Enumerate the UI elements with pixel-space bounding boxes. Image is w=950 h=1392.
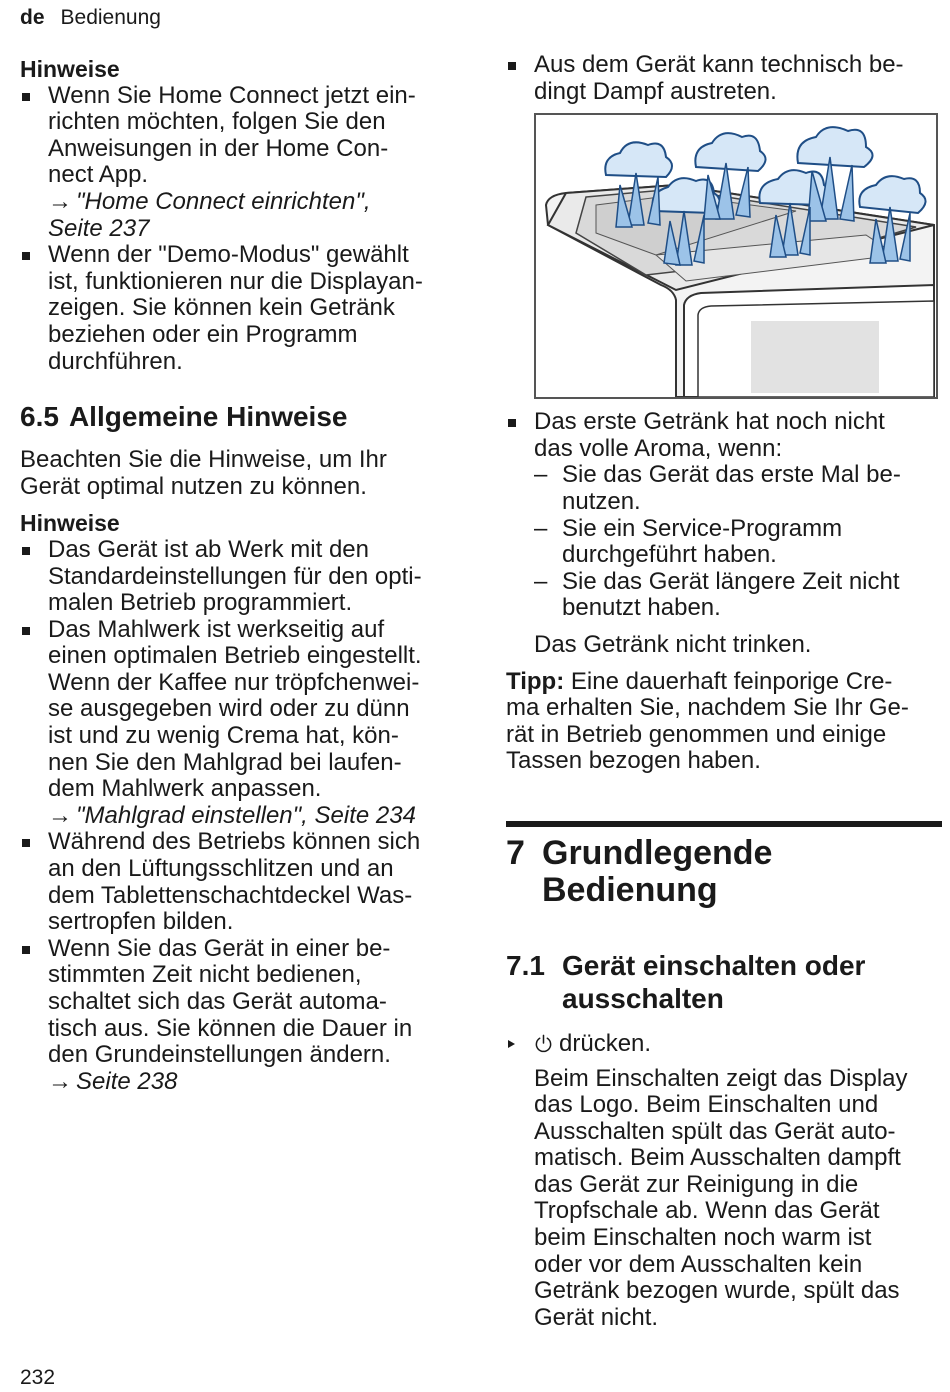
hinweise-list <box>20 537 458 1095</box>
aroma-advice: Das Getränk nicht trinken. <box>534 630 812 658</box>
list-item <box>20 83 458 243</box>
section-number: 6.5 <box>20 401 59 433</box>
cross-reference-link[interactable] <box>48 1069 458 1096</box>
aroma-conditions <box>534 462 942 622</box>
hinweise-label: Hinweise <box>20 510 120 537</box>
steam-note: Aus dem Gerät kann technisch be- dingt Dampf austreten. <box>534 51 904 105</box>
cross-reference-link[interactable] <box>48 189 458 242</box>
language-code: de <box>20 6 45 29</box>
aroma-condition: – Sie das Gerät das erste Mal be- nutzen. <box>534 462 942 515</box>
list-item <box>20 829 458 935</box>
cross-reference-text: Seite 238 <box>76 1067 178 1095</box>
list-item <box>20 936 458 1096</box>
hinweise-label: Hinweise <box>20 56 120 82</box>
tip-text: Eine dauerhaft feinporige Cre- ma erhalten Sie, nachdem Sie Ihr Ge- rät in Betrieb genommen und einige Tassen bezogen haben. <box>506 667 909 775</box>
list-item-text: Wenn Sie Home Connect jetzt ein- richten möchten, folgen Sie den Anweisungen in der Home Con- nect App. <box>48 81 416 189</box>
steam-note-list <box>506 52 942 105</box>
section-intro: Beachten Sie die Hinweise, um Ihr Gerät optimal nutzen zu können. <box>20 446 387 500</box>
tip-label: Tipp: <box>506 667 565 695</box>
tip-paragraph <box>506 669 942 775</box>
section-title: Gerät einschalten oder ausschalten <box>562 949 866 1014</box>
list-item <box>20 537 458 617</box>
arrow-icon: → <box>48 801 72 829</box>
coffee-machine-steam-image <box>536 115 936 397</box>
page-header <box>20 6 161 30</box>
section-number: 7.1 <box>506 949 545 981</box>
section-heading-6-5 <box>20 401 458 433</box>
list-item-text: Wenn Sie das Gerät in einer be- stimmten Zeit nicht bedienen, schaltet sich das Gerät automa- tisch aus. Sie können die Dauer in den Grundeinstellungen ändern. <box>48 934 413 1069</box>
arrow-icon: → <box>48 187 72 215</box>
left-column <box>20 52 458 1095</box>
section-name: Bedienung <box>60 6 161 29</box>
chapter-number: 7 <box>506 833 525 872</box>
aroma-note: Das erste Getränk hat noch nicht das volle Aroma, wenn: <box>534 408 885 462</box>
chapter-divider <box>506 821 942 827</box>
chapter-heading-7 <box>506 835 942 909</box>
list-item-text: Während des Betriebs können sich an den Lüftungsschlitzen und an dem Tablettenschachtdeckel Was- sertropfen bilden. <box>48 828 421 936</box>
list-item <box>20 617 458 830</box>
action-step <box>506 1031 942 1058</box>
section-title: Allgemeine Hinweise <box>68 401 348 433</box>
cross-reference-link[interactable] <box>48 803 458 830</box>
page-number: 232 <box>20 1366 56 1389</box>
hinweise-list <box>20 83 458 376</box>
steam-illustration <box>534 113 938 399</box>
list-item-text: Wenn der "Demo-Modus" gewählt ist, funktionieren nur die Displayan- zeigen. Sie können kein Getränk beziehen oder ein Programm durchführen. <box>48 241 423 375</box>
aroma-condition: – Sie das Gerät längere Zeit nicht benutzt haben. <box>534 569 942 622</box>
step-action: drücken. <box>559 1029 652 1057</box>
list-item <box>20 242 458 375</box>
list-item-text: Das Gerät ist ab Werk mit den Standardeinstellungen für den opti- malen Betrieb programmiert. <box>48 535 422 617</box>
list-item-text: Das Mahlwerk ist werkseitig auf einen optimalen Betrieb eingestellt. Wenn der Kaffee nur tröpfchenwei- se ausgegeben wird oder zu dünn ist und zu wenig Crema hat, kön- nen Sie den Mahlgrad bei laufen- dem Mahlwerk anpassen. <box>48 615 422 803</box>
power-icon <box>534 1034 553 1053</box>
aroma-condition: – Sie ein Service-Programm durchgeführt haben. <box>534 516 942 569</box>
cross-reference-text: "Mahlgrad einstellen", Seite 234 <box>76 801 416 829</box>
chapter-title: Grundlegende Bedienung <box>542 833 773 909</box>
triangle-bullet-icon <box>508 1040 515 1048</box>
aroma-note-list <box>506 409 942 622</box>
list-item <box>506 52 942 105</box>
list-item <box>506 409 942 622</box>
cross-reference-text: "Home Connect einrichten", Seite 237 <box>48 187 371 242</box>
section-heading-7-1 <box>506 949 942 1015</box>
right-column <box>506 52 942 1331</box>
step-result: Beim Einschalten zeigt das Display das Logo. Beim Einschalten und Ausschalten spült das Gerät auto- matisch. Beim Ausschalten dampft das Gerät zur Reinigung in die Tropfschale ab. Wenn das Gerät beim Einschalten noch warm ist oder vor dem Ausschalten kein Getränk bezogen wurde, spült das Gerät nicht. <box>534 1064 908 1331</box>
arrow-icon: → <box>48 1067 72 1095</box>
